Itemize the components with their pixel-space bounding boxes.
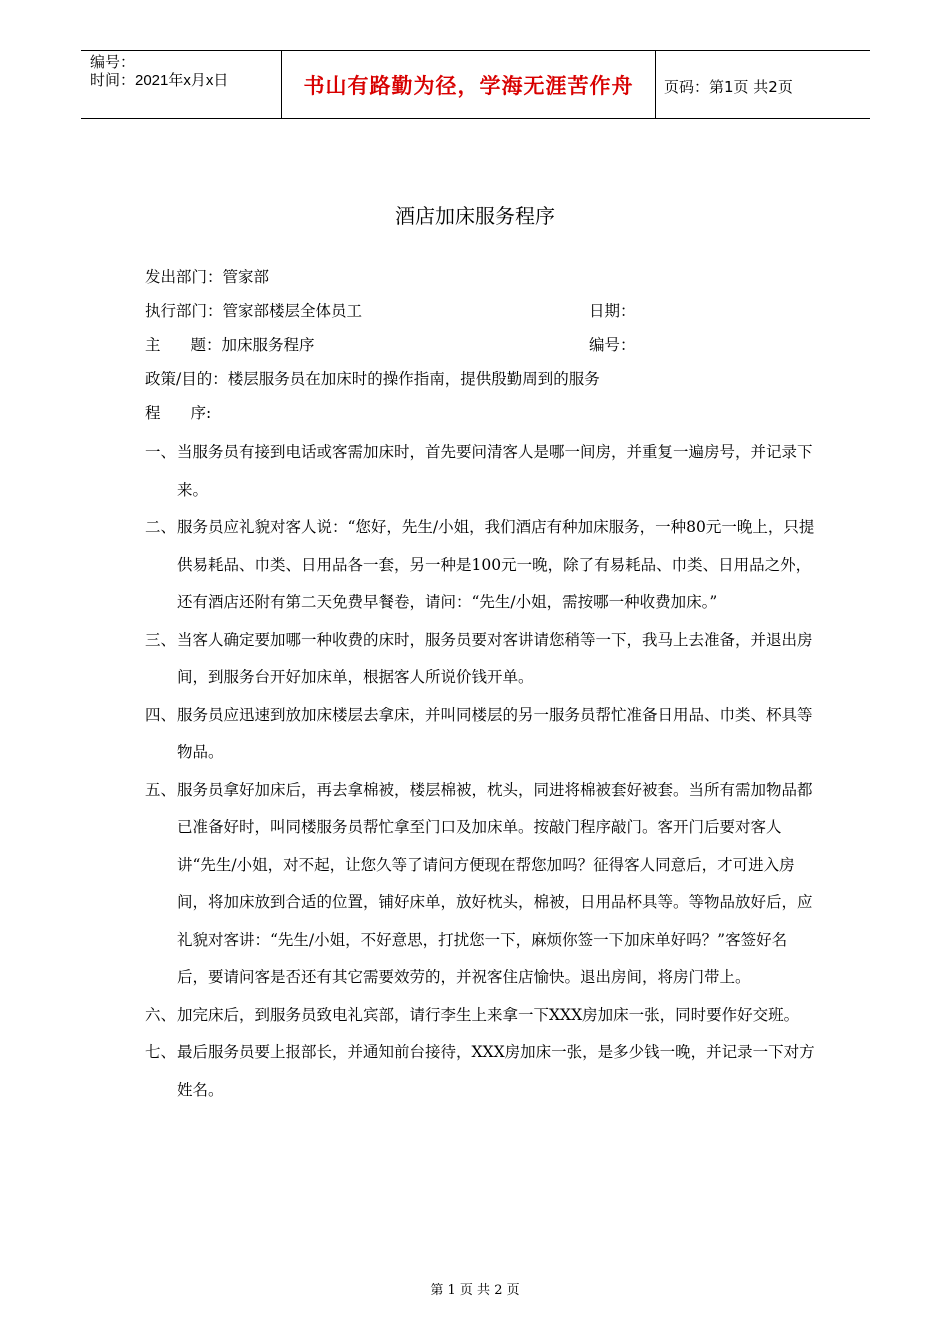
header-time-label: 时间：2021年x月x日 (90, 72, 229, 89)
step-text: 当客人确定要加哪一种收费的床时，服务员要对客讲请您稍等一下，我马上去准备，并退出房间，到服务台开好加床单，根据客人所说价钱开单。 (177, 630, 813, 686)
step-text: 当服务员有接到电话或客需加床时，首先要问清客人是哪一间房，并重复一遍房号，并记录下来。 (177, 443, 813, 499)
executor-row (145, 294, 815, 328)
number-label: 编号： (589, 336, 636, 354)
subject-text: 题：加床服务程序 (190, 336, 315, 354)
step-text: 加完床后，到服务员致电礼宾部，请行李生上来拿一下XXX房加床一张，同时要作好交班。 (177, 1005, 800, 1024)
step-item (145, 697, 815, 772)
subject-row (145, 328, 815, 362)
step-item (145, 509, 815, 622)
issuer-text: 发出部门：管家部 (145, 268, 270, 286)
step-number: 四、 (145, 705, 177, 724)
page-footer: 第 1 页 共 2 页 (430, 1283, 520, 1298)
procedure-row (145, 396, 815, 430)
header-motto: 书山有路勤为径，学海无涯苦作舟 (303, 74, 634, 98)
step-number: 六、 (145, 1005, 177, 1024)
step-number: 二、 (145, 518, 177, 536)
step-number: 一、 (145, 443, 177, 461)
header-left-cell (90, 54, 280, 90)
step-number: 七、 (145, 1043, 177, 1061)
subject-prefix: 主 (145, 336, 191, 354)
date-label: 日期： (589, 302, 636, 320)
step-number: 五、 (145, 780, 177, 799)
procedure-prefix: 程 (145, 404, 191, 422)
document-title: 酒店加床服务程序 (395, 204, 555, 228)
step-item (145, 1034, 815, 1109)
header-code-label: 编号： (90, 54, 136, 71)
step-text: 服务员拿好加床后，再去拿棉被，楼层棉被，枕头，同进将棉被套好被套。当所有需加物品都已准备好时，叫同楼服务员帮忙拿至门口及加床单。按敲门程序敲门。客开门后要对客人讲“先生/小姐，对不起，让您久等了请问方便现在帮您加吗？征得客人同意后，才可进入房间，将加床放到合适的位置，铺好床单，放好枕头，棉被，日用品杯具等。等物品放好后，应礼貌对客讲：“先生/小姐，不好意思，打扰您一下，麻烦你签一下加床单好吗？”客签好名后，要请问客是否还有其它需要效劳的，并祝客住店愉快。退出房间，将房门带上。 (177, 780, 813, 986)
procedure-text: 序: (190, 404, 212, 422)
step-text: 服务员应迅速到放加床楼层去拿床，并叫同楼层的另一服务员帮忙准备日用品、巾类、杯具等物品。 (177, 705, 813, 761)
document-body (145, 260, 815, 1109)
executor-text: 执行部门：管家部楼层全体员工 (145, 302, 363, 320)
header-top-border (81, 50, 870, 51)
issuer-row (145, 260, 815, 294)
policy-row (145, 362, 815, 396)
step-text: 服务员应礼貌对客人说：“您好，先生/小姐，我们酒店有种加床服务，一种80元一晚上，只提供易耗品、巾类、日用品各一套，另一种是100元一晚，除了有易耗品、巾类、日用品之外，还有酒店还附有第二天免费早餐卷，请问：“先生/小姐，需按哪一种收费加床。” (177, 518, 815, 611)
step-number: 三、 (145, 630, 177, 649)
policy-text: 政策/目的：楼层服务员在加床时的操作指南，提供殷勤周到的服务 (145, 370, 600, 388)
header-divider (655, 50, 656, 118)
header-bottom-border (81, 118, 870, 119)
step-item (145, 997, 815, 1035)
step-item (145, 772, 815, 997)
step-item (145, 622, 815, 697)
step-text: 最后服务员要上报部长，并通知前台接待，XXX房加床一张，是多少钱一晚，并记录一下对方姓名。 (177, 1043, 815, 1099)
header-page-info: 页码：第1页 共2页 (664, 78, 793, 96)
step-item (145, 434, 815, 509)
